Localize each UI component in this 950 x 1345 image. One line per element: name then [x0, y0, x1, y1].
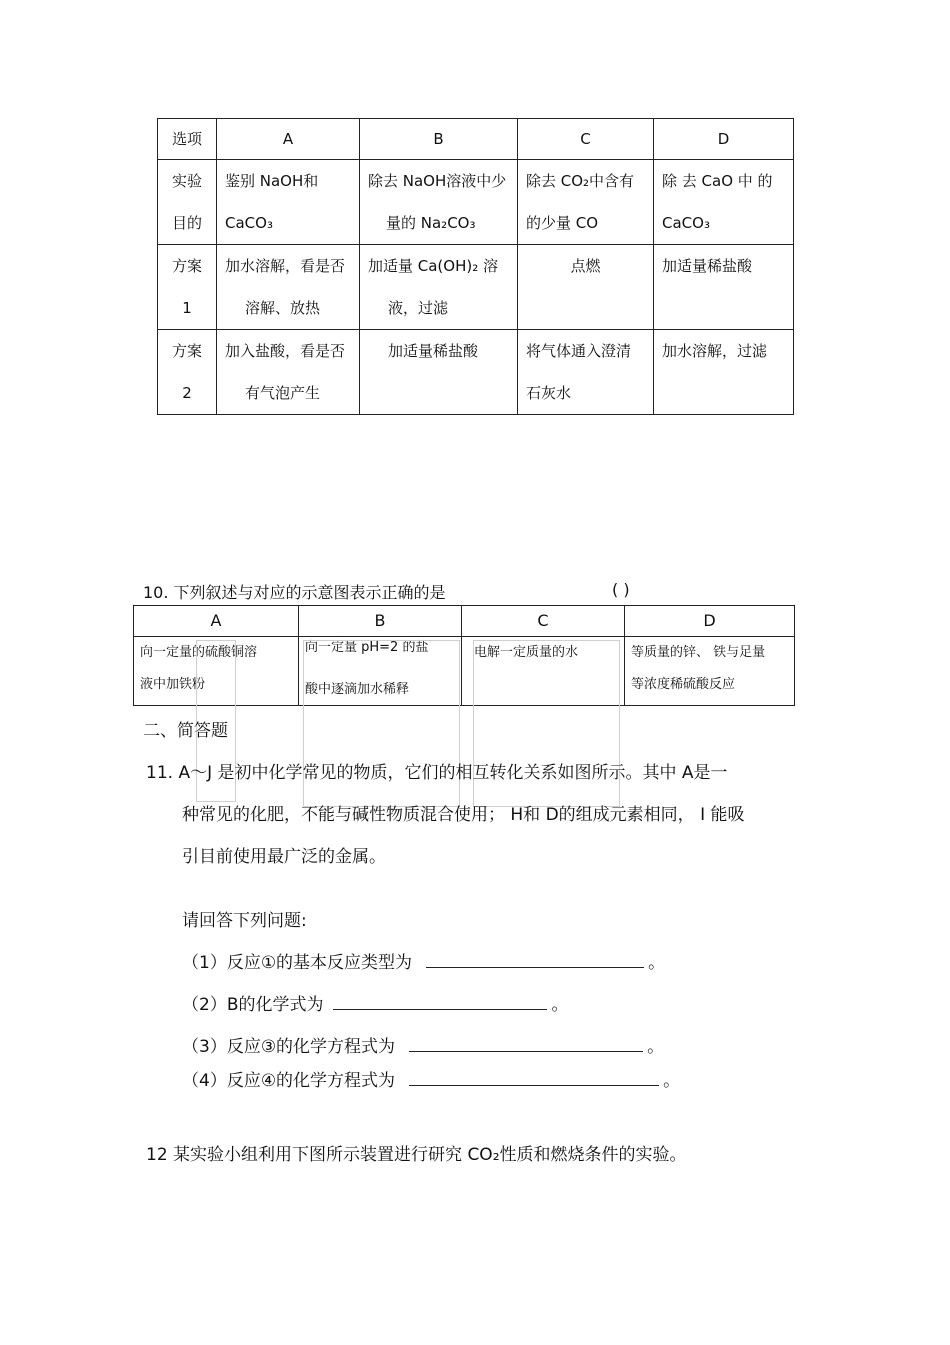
header-cell: C	[518, 119, 654, 160]
answer-blank[interactable]	[426, 949, 644, 968]
question-11-line: 引目前使用最广泛的金属。	[182, 847, 386, 867]
sub-question: （4）反应④的化学方程式为 。	[182, 1066, 680, 1091]
table-cell: 除 去 CaO 中 的 CaCO₃	[654, 160, 794, 245]
table-cell: 加适量稀盐酸	[360, 330, 518, 415]
question-prompt: 请回答下列问题:	[182, 911, 307, 931]
table-cell: 将气体通入澄清 石灰水	[518, 330, 654, 415]
table-header-row	[134, 606, 795, 637]
question-11-line: 11. A～J 是初中化学常见的物质，它们的相互转化关系如图所示。其中 A是一	[146, 763, 728, 783]
table-cell: 加水溶解，看是否 溶解、放热	[217, 245, 360, 330]
header-cell: C	[462, 606, 625, 637]
table-row	[158, 160, 794, 245]
header-cell: D	[625, 606, 795, 637]
table-row	[158, 330, 794, 415]
header-cell: A	[217, 119, 360, 160]
question-11-line: 种常见的化肥，不能与碱性物质混合使用； H和 D的组成元素相同， I 能吸	[182, 805, 745, 825]
header-cell: B	[299, 606, 462, 637]
table-cell: 除去 NaOH溶液中少 量的 Na₂CO₃	[360, 160, 518, 245]
sub-question: （2）B的化学式为 。	[182, 990, 568, 1015]
answer-blank[interactable]	[333, 991, 547, 1010]
table-header-row	[158, 119, 794, 160]
table-cell: 向一定量的硫酸铜溶 液中加铁粉	[134, 637, 299, 706]
table-cell: 加入盐酸，看是否 有气泡产生	[217, 330, 360, 415]
sub-question: （1）反应①的基本反应类型为 。	[182, 948, 665, 973]
table-cell: 加适量 Ca(OH)₂ 溶 液，过滤	[360, 245, 518, 330]
question-10-title: 10. 下列叙述与对应的示意图表示正确的是	[143, 583, 446, 602]
answer-blank[interactable]	[409, 1033, 643, 1052]
answer-parentheses: ( )	[612, 580, 630, 599]
table-cell: 除去 CO₂中含有 的少量 CO	[518, 160, 654, 245]
table-cell: 等质量的锌、 铁与足量 等浓度稀硫酸反应	[625, 637, 795, 706]
table-cell: 电解一定质量的水	[462, 637, 625, 706]
header-cell: B	[360, 119, 518, 160]
sub-question: （3）反应③的化学方程式为 。	[182, 1032, 664, 1057]
row-label: 实验 目的	[158, 160, 217, 245]
table-row	[158, 245, 794, 330]
section-heading: 二、简答题	[143, 721, 228, 741]
answer-blank[interactable]	[409, 1067, 659, 1086]
table-cell: 加水溶解，过滤	[654, 330, 794, 415]
row-label: 方案 2	[158, 330, 217, 415]
header-cell: A	[134, 606, 299, 637]
question-12: 12 某实验小组利用下图所示装置进行研究 CO₂性质和燃烧条件的实验。	[146, 1145, 687, 1165]
table-cell: 鉴别 NaOH和 CaCO₃	[217, 160, 360, 245]
table-cell: 点燃	[518, 245, 654, 330]
row-label: 方案 1	[158, 245, 217, 330]
options-table	[157, 118, 794, 415]
table-cell: 向一定量 pH=2 的盐 酸中逐滴加水稀释	[299, 637, 462, 706]
header-cell: D	[654, 119, 794, 160]
table-cell: 加适量稀盐酸	[654, 245, 794, 330]
header-cell: 选项	[158, 119, 217, 160]
